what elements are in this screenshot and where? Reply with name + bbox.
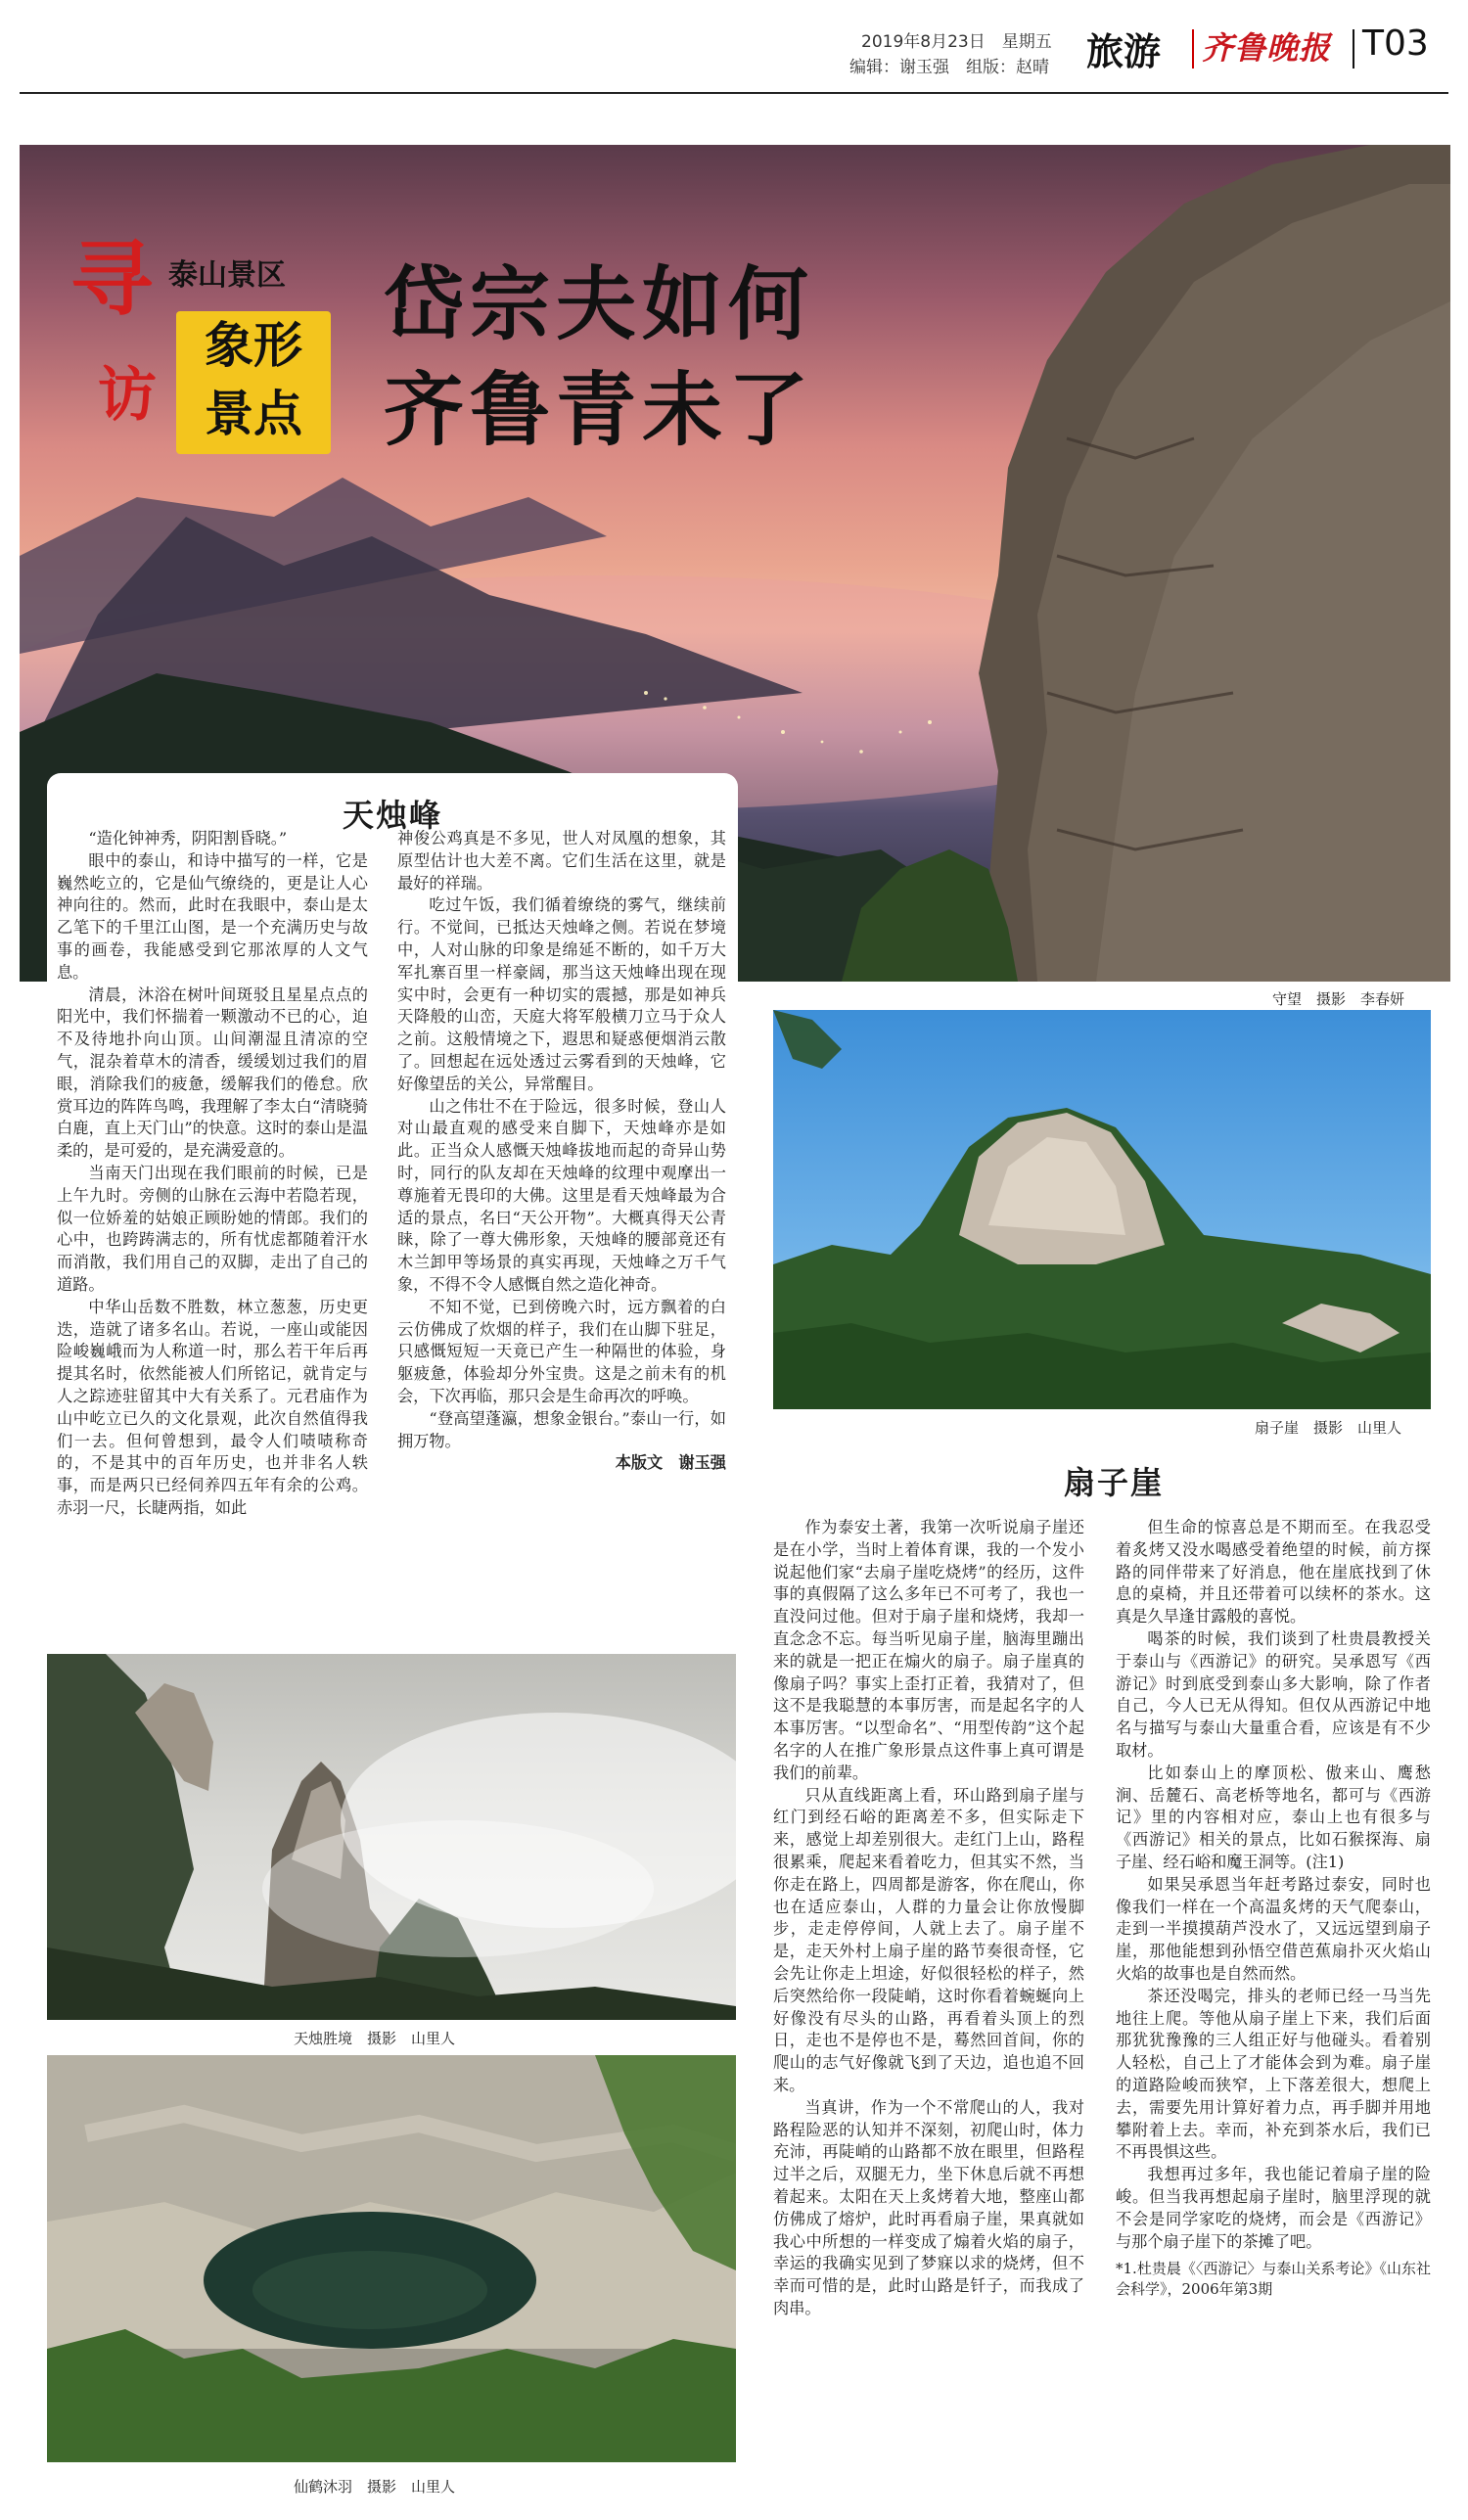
article-title: 天烛峰 [342,797,442,834]
newspaper-logo: 齐鲁晚报 [1202,29,1332,67]
kicker-badge [176,311,331,454]
article-tianzhufeng-column-1 [57,828,368,1520]
byline: 本版文 谢玉强 [615,1453,726,1473]
headline-line2: 齐鲁青未了 [384,364,815,457]
header-divider [1353,29,1354,69]
paragraph: 如果吴承恩当年赶考路过泰安，同时也像我们一样在一个高温炙烤的天气爬泰山，走到一半摸摸葫芦没水了，又远远望到扇子崖，那他能想到孙悟空借芭蕉扇扑灭火焰山火焰的故事也是自然而然。 [1116,1874,1431,1983]
paragraph: 眼中的泰山，和诗中描写的一样，它是巍然屹立的，它是仙气缭绕的，更是让人心神向往的。然而，此时在我眼中，泰山是太乙笔下的千里江山图，是一个充满历史与故事的画卷，我能感受到它那浓厚的人文气息。 [57,850,368,982]
kicker-xun: 寻 [70,231,154,327]
article-shanziya-column-2 [1116,1517,1431,2300]
article-title: 扇子崖 [1063,1464,1164,1501]
paragraph: 不知不觉，已到傍晚六时，远方飘着的白云仿佛成了炊烟的样子，我们在山脚下驻足，只感慨短短一天竟已产生一种隔世的体验，身躯疲惫，体验却分外宝贵。这是之前未有的机会，下次再临，那只会是生命再次的呼唤。 [397,1297,726,1405]
tianzhu-illustration [47,1654,736,2020]
editor-credits: 编辑：谢玉强 组版：赵晴 [849,58,1049,77]
tianzhu-photo [47,1654,736,2020]
paragraph: 当南天门出现在我们眼前的时候，已是上午九时。旁侧的山脉在云海中若隐若现，似一位娇羞的姑娘正顾盼她的情郎。我们的心中，也跨踌满志的，所有忧虑都随着汗水而消散，我们用自己的双脚，走出了自己的道路。 [57,1163,368,1294]
headline-line1: 岱宗夫如何 [384,258,815,351]
footnote: *1.杜贵晨《〈西游记〉与泰山关系考论》《山东社会科学》，2006年第3期 [1116,2260,1431,2299]
article-shanziya-column-1 [773,1517,1084,2320]
paragraph: “造化钟神秀，阴阳割昏晓。” [88,829,288,848]
paragraph: 清晨，沐浴在树叶间斑驳且星星点点的阳光中，我们怀揣着一颗激动不已的心，迫不及待地扑向山顶。山间潮湿且清凉的空气，混杂着草木的清香，缓缓划过我们的眉眼，消除我们的疲惫，缓解我们的倦怠。欣赏耳边的阵阵鸟鸣，我理解了李太白“清晓骑白鹿，直上天门山”的快意。这时的泰山是温柔的，是可爱的，是充满爱意的。 [57,985,368,1161]
paragraph: 神俊公鸡真是不多见，世人对凤凰的想象，其原型估计也大差不离。它们生活在这里，就是最好的祥瑞。 [397,829,726,893]
xianhe-caption: 仙鹤沐羽 摄影 山里人 [294,2478,456,2496]
kicker-badge-line2: 景点 [205,386,302,442]
paragraph: 茶还没喝完，排头的老师已经一马当先地往上爬。等他从扇子崖上下来，我们后面那犹犹豫豫的三人组正好与他碰头。看着别人轻松，自己上了才能体会到为难。扇子崖的道路险峻而狭窄，上下落差很大，想爬上去，需要先用计算好着力点，再手脚并用地攀附着上去。幸而，补充到茶水后，我们已不再畏惧这些。 [1116,1986,1431,2162]
paragraph: 作为泰安土著，我第一次听说扇子崖还是在小学，当时上着体育课，我的一个发小说起他们家“去扇子崖吃烧烤”的经历，这件事的真假隔了这么多年已不可考了，我也一直没问过他。但对于扇子崖和烧烤，我却一直念念不忘。每当听见扇子崖，脑海里蹦出来的就是一把正在煽火的扇子。扇子崖真的像扇子吗？事实上歪打正着，我猜对了，但这不是我聪慧的本事厉害，而是起名字的人本事厉害。“以型命名”、“用型传韵”这个起名字的人在推广象形景点这件事上真可谓是我们的前辈。 [773,1518,1084,1782]
paragraph: 当真讲，作为一个不常爬山的人，我对路程险恶的认知并不深刻，初爬山时，体力充沛，再陡峭的山路都不放在眼里，但路程过半之后，双腿无力，坐下休息后就不再想着起来。太阳在天上炙烤着大地，整座山都仿佛成了熔炉，此时再看扇子崖，果真就如我心中所想的一样变成了煽着火焰的扇子，幸运的我确实见到了梦寐以求的烧烤，但不幸而可惜的是，此时山路是钎子，而我成了肉串。 [773,2097,1084,2317]
issue-date: 2019年8月23日 星期五 [861,32,1052,52]
paragraph: 只从直线距离上看，环山路到扇子崖与红门到经石峪的距离差不多，但实际走下来，感觉上却差别很大。走红门上山，路程很累乘，爬起来看着吃力，但其实不然，当你走在路上，四周都是游客，你在爬山，你也在适应泰山，人群的力量会让你放慢脚步，走走停停间，人就上去了。扇子崖不是，走天外村上扇子崖的路节奏很奇怪，它会先让你走上坦途，好似很轻松的样子，然后突然给你一段陡峭，这时你看着蜿蜒向上好像没有尽头的山路，再看着头顶上的烈日，走也不是停也不是，蓦然回首间，你的爬山的志气好像就飞到了天边，追也追不回来。 [773,1785,1084,2094]
paragraph: 但生命的惊喜总是不期而至。在我忍受着炙烤又没水喝感受着绝望的时候，前方探路的同伴带来了好消息，他在崖底找到了休息的桌椅，并且还带着可以续杯的茶水。这真是久旱逢甘露般的喜悦。 [1116,1518,1431,1627]
paragraph: 吃过午饭，我们循着缭绕的雾气，继续前行。不觉间，已抵达天烛峰之侧。若说在梦境中，人对山脉的印象是绵延不断的，如千万大军扎寨百里一样豪阔，那当这天烛峰出现在现实中时，会更有一种切实的震撼，那是如神兵天降般的山峦，天庭大将军般横刀立马于众人之前。这般情境之下，遐思和疑惑便烟消云散了。回想起在远处透过云雾看到的天烛峰，它好像望岳的关公，异常醒目。 [397,895,726,1093]
kicker-fang: 访 [98,361,157,430]
paragraph: 比如泰山上的摩顶松、傲来山、鹰愁涧、岳麓石、高老桥等地名，都可与《西游记》里的内容相对应，泰山上也有很多与《西游记》相关的景点，比如石猴探海、扇子崖、经石峪和魔王洞等。(注1) [1116,1763,1431,1871]
kicker-area: 泰山景区 [168,258,286,293]
article-tianzhufeng-column-2 [397,828,726,1475]
paragraph: 中华山岳数不胜数，林立葱葱，历史更迭，造就了诸多名山。若说，一座山或能因险峻巍峨而为人称道一时，那么若干年后再提其名时，依然能被人们所铭记，就肯定与人之踪迹驻留其中大有关系了。元君庙作为山中屹立已久的文化景观，此次自然值得我们一去。但何曾想到，最令人们啧啧称奇的，不是其中的百年历史，也并非名人轶事，而是两只已经伺养四五年有余的公鸡。赤羽一尺，长睫两指，如此 [57,1297,368,1517]
section-name: 旅游 [1086,30,1162,73]
shanziya-photo [773,1010,1431,1409]
header-rule [20,92,1448,94]
header-divider [1192,29,1194,69]
tianzhu-caption: 天烛胜境 摄影 山里人 [294,2030,456,2047]
paragraph: 喝茶的时候，我们谈到了杜贵晨教授关于泰山与《西游记》的研究。吴承恩写《西游记》时到底受到泰山多大影响，除了作者自己，今人已无从得知。但仅从西游记中地名与描写与泰山大量重合看，应该是有不少取材。 [1116,1628,1431,1760]
paragraph: “登高望蓬瀛，想象金银台。”泰山一行，如拥万物。 [397,1408,726,1450]
kicker-badge-line1: 象形 [205,317,302,374]
page-number: T03 [1362,23,1429,64]
shanziya-caption: 扇子崖 摄影 山里人 [1255,1419,1402,1437]
paragraph: 山之伟壮不在于险远，很多时候，登山人对山最直观的感受来自脚下，天烛峰亦是如此。正当众人感慨天烛峰拔地而起的奇异山势时，同行的队友却在天烛峰的纹理中观摩出一尊施着无畏印的大佛。这里是看天烛峰最为合适的景点，名曰“天公开物”。大概真得天公青睐，除了一尊大佛形象，天烛峰的腰部竟还有木兰卸甲等场景的真实再现，天烛峰之万千气象，不得不令人感慨自然之造化神奇。 [397,1096,726,1294]
shanziya-illustration [773,1010,1431,1409]
xianhe-illustration [47,2055,736,2462]
headline [384,252,814,464]
hero-photo-caption: 守望 摄影 李春妍 [1272,990,1405,1008]
xianhe-photo [47,2055,736,2462]
paragraph: 我想再过多年，我也能记着扇子崖的险峻。但当我再想起扇子崖时，脑里浮现的就不会是同学家吃的烧烤，而会是《西游记》与那个扇子崖下的茶摊了吧。 [1116,2165,1431,2251]
